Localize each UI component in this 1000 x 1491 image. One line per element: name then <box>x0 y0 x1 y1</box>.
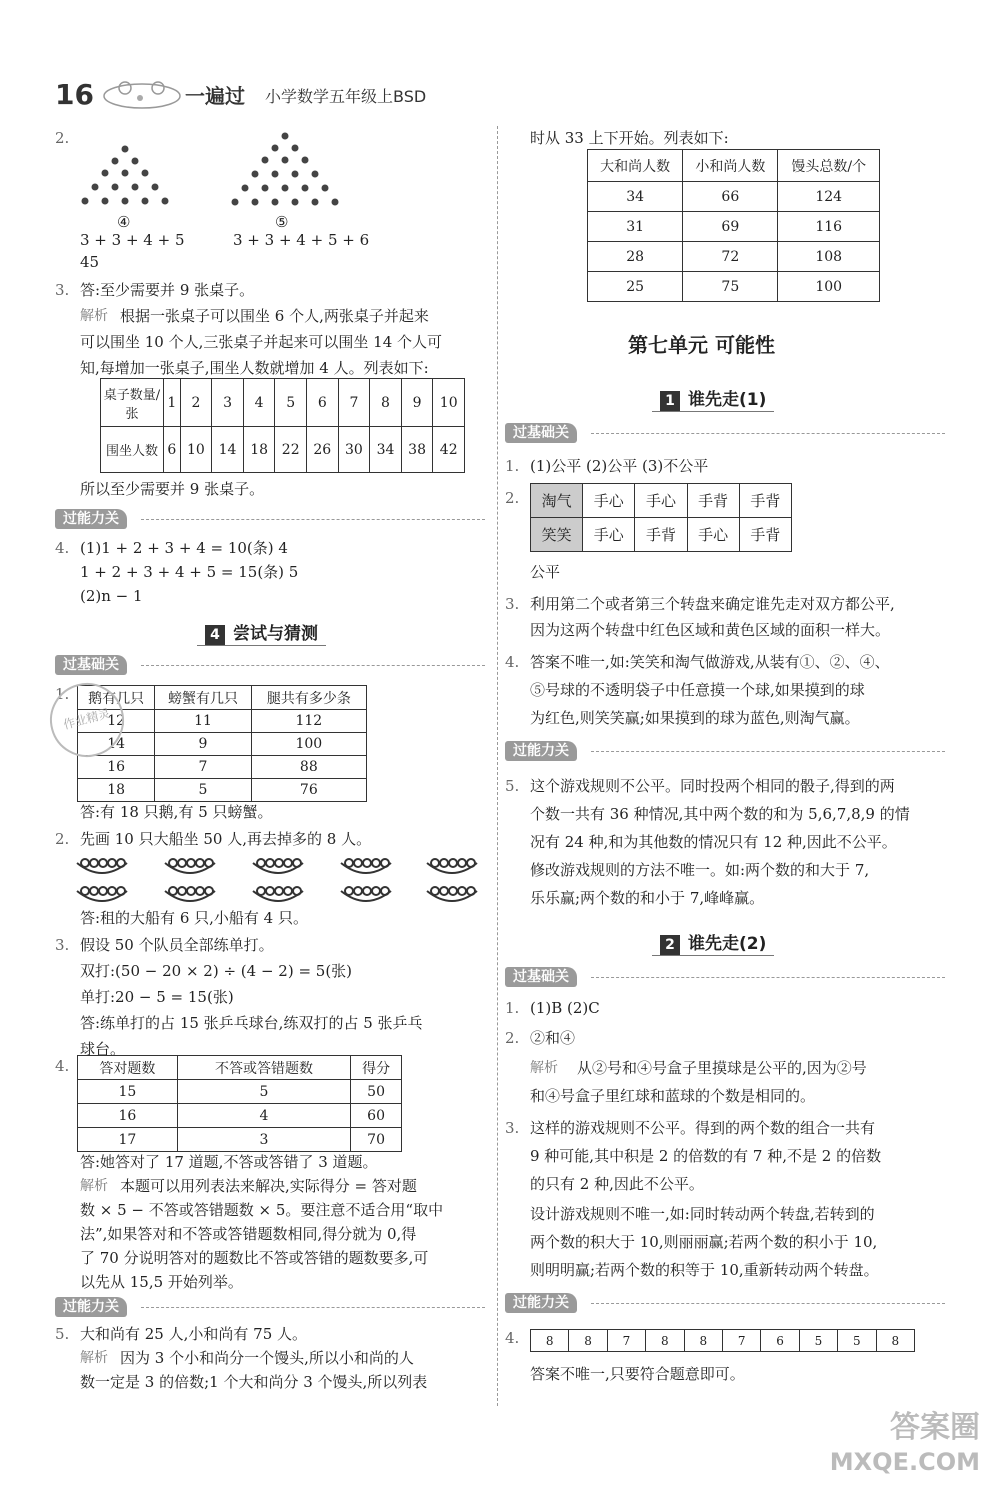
table-cell: 69 <box>683 212 778 242</box>
answer-line: 个数一共有 36 种情况,其中两个数的和为 5,6,7,8,9 的情 <box>530 805 910 823</box>
question-number: 1. <box>505 457 520 475</box>
table-cell: 9 <box>155 733 251 756</box>
table-cell: 30 <box>338 427 370 473</box>
table-cell: 手心 <box>635 484 687 518</box>
band-label: 过能力关 <box>55 1297 127 1317</box>
table-cell: 手心 <box>583 518 635 552</box>
table-cell: 42 <box>433 427 465 473</box>
question-number: 4. <box>505 1329 520 1347</box>
table-tables-people <box>100 378 465 473</box>
watermark-line: MXQE.COM <box>829 1448 980 1476</box>
table-cell: 50 <box>351 1080 402 1104</box>
question-number: 5. <box>55 1325 70 1343</box>
question-number: 3. <box>505 1119 520 1137</box>
table-cell: 1 <box>164 379 181 427</box>
table-cell: 14 <box>212 427 244 473</box>
section-band <box>55 1297 485 1317</box>
answer-text: 45 <box>80 253 100 271</box>
expression-4: 3 + 3 + 4 + 5 <box>80 231 185 249</box>
question-number: 1. <box>55 685 70 703</box>
table-cell: 66 <box>683 182 778 212</box>
analysis-label: 解析 <box>530 1060 558 1076</box>
table-cell: 5 <box>177 1080 350 1104</box>
analysis-line: 和④号盒子里红球和蓝球的个数是相同的。 <box>530 1087 816 1105</box>
section-band <box>55 509 485 529</box>
answer-line: 乐乐赢;两个数的和小于 7,峰峰赢。 <box>530 889 765 907</box>
analysis-label: 解析 <box>80 308 108 324</box>
question-number: 4. <box>55 1057 70 1075</box>
table-cell: 22 <box>275 427 307 473</box>
table-cell: 28 <box>588 242 683 272</box>
answer-text: (1)公平 (2)公平 (3)不公平 <box>530 457 709 475</box>
analysis-line: 根据一张桌子可以围坐 6 个人,两张桌子并起来 <box>120 307 429 325</box>
table-cell: 18 <box>243 427 275 473</box>
question-number: 4. <box>505 653 520 671</box>
figure-label-4: ④ <box>117 213 131 231</box>
page-header <box>55 72 495 116</box>
band-label: 过能力关 <box>505 741 577 761</box>
section-band <box>55 655 485 675</box>
continuation-text: 时从 33 上下开始。列表如下: <box>530 129 729 147</box>
analysis-line: 本题可以用列表法来解决,实际得分 = 答对题 <box>120 1177 417 1195</box>
table-cell: 25 <box>588 272 683 302</box>
table-cell: 116 <box>778 212 880 242</box>
table-cell: 手背 <box>687 484 739 518</box>
table-header: 不答或答错题数 <box>177 1056 350 1080</box>
brand-logo: 一遍过 <box>185 84 245 108</box>
section-title <box>205 619 318 645</box>
table-cell: 108 <box>778 242 880 272</box>
analysis-line: 从②号和④号盒子里摸球是公平的,因为②号 <box>577 1059 867 1077</box>
table-cell: 3 <box>212 379 244 427</box>
answer-text: 答:至少需要并 9 张桌子。 <box>80 281 255 299</box>
table-row-header: 淘气 <box>531 484 583 518</box>
answer-line: ⑤号球的不透明袋子中任意摸一个球,如果摸到的球 <box>530 681 865 699</box>
table-cell: 6 <box>307 379 339 427</box>
answer-line: 则明明赢;若两个数的积等于 10,重新转动两个转盘。 <box>530 1261 879 1279</box>
table-cell: 112 <box>251 710 366 733</box>
answer-line: (1)1 + 2 + 3 + 4 = 10(条) 4 <box>80 539 288 557</box>
table-cell: 手背 <box>739 484 791 518</box>
table-header: 鹅有几只 <box>78 686 155 710</box>
table-header: 大和尚人数 <box>588 150 683 182</box>
answer-line: 1 + 2 + 3 + 4 + 5 = 15(条) 5 <box>80 563 299 581</box>
question-number: 3. <box>55 281 70 299</box>
analysis-line: 因为 3 个小和尚分一个馒头,所以小和尚的人 <box>120 1349 414 1367</box>
table-cell: 12 <box>78 710 155 733</box>
table-cell: 4 <box>243 379 275 427</box>
section-band <box>505 741 945 761</box>
table-cell: 70 <box>351 1128 402 1152</box>
page-number: 16 <box>55 78 94 111</box>
band-label: 过基础关 <box>505 423 577 443</box>
question-number: 1. <box>505 999 520 1017</box>
section-band <box>505 1293 945 1313</box>
section-title-text: 谁先走(2) <box>688 934 767 954</box>
table-cell: 34 <box>588 182 683 212</box>
table-cell: 5 <box>275 379 307 427</box>
table-cell: 88 <box>251 756 366 779</box>
table-cell: 17 <box>78 1128 178 1152</box>
table-cell: 76 <box>251 779 366 802</box>
table-number-strip <box>530 1329 915 1352</box>
answer-line: 单打:20 − 5 = 15(张) <box>80 988 234 1006</box>
band-label: 过能力关 <box>55 509 127 529</box>
answer-text: 大和尚有 25 人,小和尚有 75 人。 <box>80 1325 308 1343</box>
table-cell: 7 <box>722 1330 760 1352</box>
stamp-logo: 作业精灵 <box>42 675 133 766</box>
table-cell: 2 <box>180 379 212 427</box>
table-cell: 手背 <box>739 518 791 552</box>
table-row-header: 笑笑 <box>531 518 583 552</box>
table-cell: 10 <box>433 379 465 427</box>
table-cell: 手心 <box>583 484 635 518</box>
table-monks-buns <box>587 149 880 302</box>
analysis-line: 数 × 5 − 不答或答错题数 × 5。要注意不适合用“取中 <box>80 1201 444 1219</box>
table-cell: 5 <box>838 1330 876 1352</box>
table-header: 腿共有多少条 <box>251 686 366 710</box>
column-divider <box>497 126 498 1406</box>
table-cell: 100 <box>778 272 880 302</box>
table-row-header: 桌子数量/张 <box>101 379 164 427</box>
table-cell: 4 <box>177 1104 350 1128</box>
answer-line: 双打:(50 − 20 × 2) ÷ (4 − 2) = 5(张) <box>80 962 353 980</box>
section-title <box>660 385 766 411</box>
analysis-label: 解析 <box>80 1178 108 1194</box>
table-geese-crabs <box>77 685 367 802</box>
answer-text: 答:租的大船有 6 只,小船有 4 只。 <box>80 909 308 927</box>
section-title <box>660 929 766 955</box>
table-cell: 14 <box>78 733 155 756</box>
table-cell: 18 <box>78 779 155 802</box>
table-cell: 72 <box>683 242 778 272</box>
table-cell: 8 <box>370 379 402 427</box>
table-cell: 8 <box>569 1330 607 1352</box>
answer-line: 这个游戏规则不公平。同时投两个相同的骰子,得到的两 <box>530 777 895 795</box>
band-label: 过能力关 <box>505 1293 577 1313</box>
dot-triangle-4 <box>80 143 190 211</box>
table-row-header: 围坐人数 <box>101 427 164 473</box>
answer-line: 利用第二个或者第三个转盘来确定谁先走对双方都公平, <box>530 595 895 613</box>
table-cell: 16 <box>78 1104 178 1128</box>
answer-line: (2)n − 1 <box>80 587 143 605</box>
section-title-text: 尝试与猜测 <box>233 624 318 644</box>
watermark-line: 答案圈 <box>890 1410 980 1445</box>
table-cell: 8 <box>646 1330 684 1352</box>
answer-line: 两个数的积大于 10,则丽丽赢;若两个数的积小于 10, <box>530 1233 878 1251</box>
analysis-label: 解析 <box>80 1350 108 1366</box>
doodle-icon <box>100 74 185 110</box>
analysis-line: 了 70 分说明答对的题数比不答或答错的题数要多,可 <box>80 1249 429 1267</box>
table-cell: 9 <box>401 379 433 427</box>
table-cell: 3 <box>177 1128 350 1152</box>
expression-5: 3 + 3 + 4 + 5 + 6 <box>233 231 370 249</box>
book-subtitle: 小学数学五年级上BSD <box>265 87 427 106</box>
question-number: 3. <box>505 595 520 613</box>
band-label: 过基础关 <box>55 655 127 675</box>
table-cell: 16 <box>78 756 155 779</box>
section-band <box>505 967 945 987</box>
answer-line: 9 种可能,其中积是 2 的倍数的有 7 种,不是 2 的倍数 <box>530 1147 882 1165</box>
section-number: 1 <box>660 391 680 411</box>
table-cell: 124 <box>778 182 880 212</box>
table-cell: 8 <box>876 1330 914 1352</box>
table-cell: 8 <box>531 1330 569 1352</box>
table-header: 馒头总数/个 <box>778 150 880 182</box>
answer-text: 答案不唯一,只要符合题意即可。 <box>530 1365 745 1383</box>
answer-line: 答:练单打的占 15 张乒乓球台,练双打的占 5 张乒乓 <box>80 1014 423 1032</box>
table-cell: 8 <box>684 1330 722 1352</box>
table-score <box>77 1055 402 1152</box>
conclusion-text: 所以至少需要并 9 张桌子。 <box>80 480 265 498</box>
answer-line: 为红色,则笑笑赢;如果摸到的球为蓝色,则淘气赢。 <box>530 709 860 727</box>
analysis-line: 法”,如果答对和不答或答错题数相同,得分就为 0,得 <box>80 1225 417 1243</box>
analysis-line: 数一定是 3 的倍数;1 个大和尚分 3 个馒头,所以列表 <box>80 1373 428 1391</box>
answer-line: 球台。 <box>80 1040 126 1058</box>
answer-text: 答:有 18 只鹅,有 5 只螃蟹。 <box>80 803 273 821</box>
question-number: 4. <box>55 539 70 557</box>
question-number: 2. <box>55 830 70 848</box>
table-hand-game <box>530 483 792 552</box>
answer-line: 况有 24 种,和为其他数的情况只有 12 种,因此不公平。 <box>530 833 897 851</box>
boats-illustration <box>75 853 485 911</box>
question-number: 2. <box>505 1029 520 1047</box>
table-cell: 75 <box>683 272 778 302</box>
table-cell: 5 <box>799 1330 837 1352</box>
question-number: 3. <box>55 936 70 954</box>
question-number: 2. <box>55 129 70 147</box>
answer-line: 因为这两个转盘中红色区域和黄色区域的面积一样大。 <box>530 621 891 639</box>
watermark-logo <box>830 1411 980 1479</box>
answer-text: 答:她答对了 17 道题,不答或答错了 3 道题。 <box>80 1153 378 1171</box>
table-cell: 手心 <box>687 518 739 552</box>
table-header: 螃蟹有几只 <box>155 686 251 710</box>
answer-text: (1)B (2)C <box>530 999 600 1017</box>
table-cell: 34 <box>370 427 402 473</box>
answer-text: ②和④ <box>530 1029 576 1047</box>
section-title-text: 谁先走(1) <box>688 390 767 410</box>
table-cell: 100 <box>251 733 366 756</box>
section-band <box>505 423 945 443</box>
unit-title: 第七单元 可能性 <box>628 333 775 357</box>
table-header: 答对题数 <box>78 1056 178 1080</box>
section-number: 4 <box>205 625 225 645</box>
analysis-line: 以先从 15,5 开始列举。 <box>80 1273 243 1291</box>
table-cell: 10 <box>180 427 212 473</box>
table-cell: 6 <box>164 427 181 473</box>
table-cell: 26 <box>307 427 339 473</box>
table-header: 小和尚人数 <box>683 150 778 182</box>
table-cell: 5 <box>155 779 251 802</box>
answer-line: 假设 50 个队员全部练单打。 <box>80 936 274 954</box>
section-number: 2 <box>660 935 680 955</box>
table-cell: 7 <box>338 379 370 427</box>
table-cell: 31 <box>588 212 683 242</box>
answer-line: 的只有 2 种,因此不公平。 <box>530 1175 704 1193</box>
answer-line: 答案不唯一,如:笑笑和淘气做游戏,从装有①、②、④、 <box>530 653 890 671</box>
analysis-line: 可以围坐 10 个人,三张桌子并起来可以围坐 14 个人可 <box>80 333 443 351</box>
analysis-line: 知,每增加一张桌子,围坐人数就增加 4 人。列表如下: <box>80 359 429 377</box>
table-header: 得分 <box>351 1056 402 1080</box>
table-cell: 11 <box>155 710 251 733</box>
table-cell: 7 <box>155 756 251 779</box>
band-label: 过基础关 <box>505 967 577 987</box>
table-cell: 60 <box>351 1104 402 1128</box>
table-cell: 15 <box>78 1080 178 1104</box>
question-number: 5. <box>505 777 520 795</box>
table-cell: 7 <box>607 1330 645 1352</box>
answer-line: 修改游戏规则的方法不唯一。如:两个数的和大于 7, <box>530 861 870 879</box>
figure-label-5: ⑤ <box>275 213 289 231</box>
dot-triangle-5 <box>230 130 360 212</box>
question-number: 2. <box>505 489 520 507</box>
table-cell: 6 <box>761 1330 799 1352</box>
question-text: 先画 10 只大船坐 50 人,再去掉多的 8 人。 <box>80 830 372 848</box>
answer-line: 这样的游戏规则不公平。得到的两个数的组合一共有 <box>530 1119 876 1137</box>
answer-text: 公平 <box>530 563 561 581</box>
answer-line: 设计游戏规则不唯一,如:同时转动两个转盘,若转到的 <box>530 1205 875 1223</box>
table-cell: 手背 <box>635 518 687 552</box>
table-cell: 38 <box>401 427 433 473</box>
